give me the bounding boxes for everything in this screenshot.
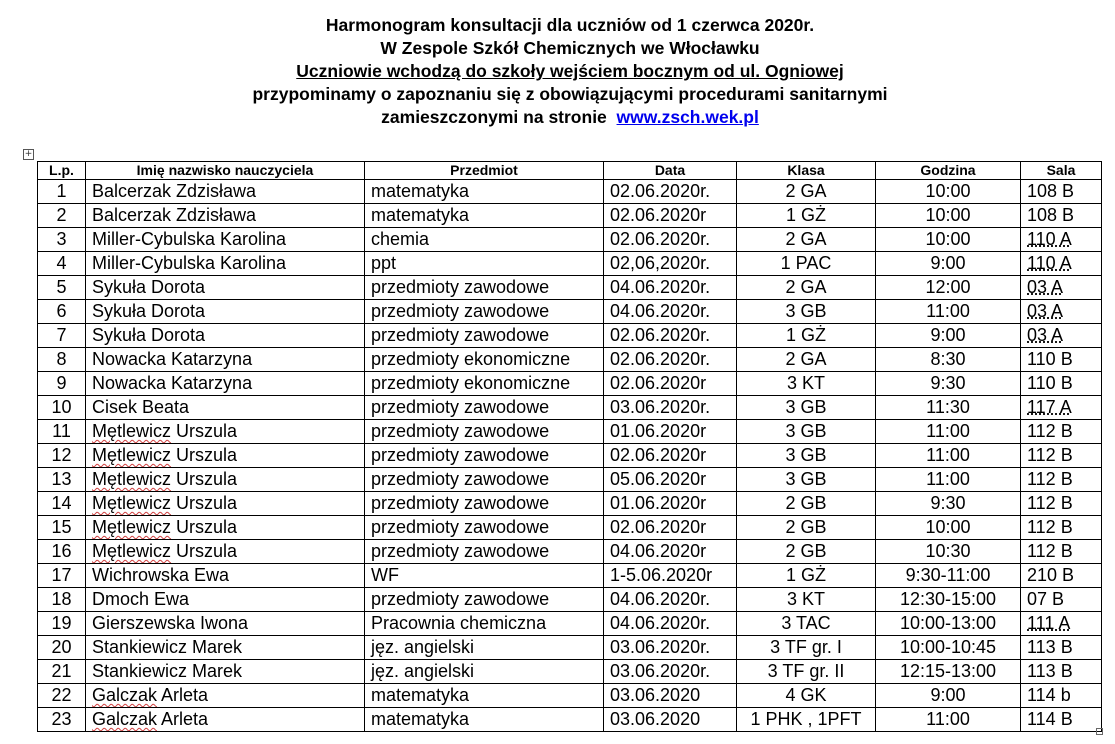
cell-date: 03.06.2020r. <box>604 396 737 420</box>
table-row <box>38 204 1102 228</box>
table-row <box>38 516 1102 540</box>
cell-date: 1-5.06.2020r <box>604 564 737 588</box>
cell-room: 113 B <box>1021 636 1102 660</box>
cell-subject: ppt <box>365 252 604 276</box>
table-row <box>38 348 1102 372</box>
table-row <box>38 300 1102 324</box>
cell-teacher: Stankiewicz Marek <box>86 636 365 660</box>
cell-time: 9:30 <box>876 372 1021 396</box>
cell-lp: 11 <box>38 420 86 444</box>
cell-time: 10:00 <box>876 228 1021 252</box>
table-row <box>38 540 1102 564</box>
cell-date: 02.06.2020r <box>604 204 737 228</box>
cell-date: 03.06.2020r. <box>604 636 737 660</box>
cell-teacher: Stankiewicz Marek <box>86 660 365 684</box>
cell-time: 12:30-15:00 <box>876 588 1021 612</box>
cell-time: 11:00 <box>876 300 1021 324</box>
cell-lp: 6 <box>38 300 86 324</box>
table-header-row <box>38 162 1102 180</box>
cell-subject: przedmioty zawodowe <box>365 420 604 444</box>
cell-subject: przedmioty zawodowe <box>365 276 604 300</box>
cell-date: 01.06.2020r <box>604 492 737 516</box>
cell-room: 112 B <box>1021 492 1102 516</box>
table-row <box>38 588 1102 612</box>
cell-lp: 4 <box>38 252 86 276</box>
cell-class: 3 KT <box>737 372 876 396</box>
table-row <box>38 612 1102 636</box>
cell-time: 9:00 <box>876 324 1021 348</box>
cell-lp: 18 <box>38 588 86 612</box>
cell-class: 3 GB <box>737 300 876 324</box>
cell-lp: 9 <box>38 372 86 396</box>
cell-lp: 23 <box>38 708 86 732</box>
cell-teacher: Mętlewicz Urszula <box>86 540 365 564</box>
cell-time: 11:00 <box>876 444 1021 468</box>
cell-time: 9:30-11:00 <box>876 564 1021 588</box>
cell-teacher: Balcerzak Zdzisława <box>86 180 365 204</box>
cell-teacher: Cisek Beata <box>86 396 365 420</box>
cell-teacher: Nowacka Katarzyna <box>86 348 365 372</box>
cell-lp: 19 <box>38 612 86 636</box>
cell-teacher: Balcerzak Zdzisława <box>86 204 365 228</box>
schedule-table <box>37 161 1102 732</box>
cell-time: 10:00-13:00 <box>876 612 1021 636</box>
cell-room: 114 B <box>1021 708 1102 732</box>
cell-room: 112 B <box>1021 444 1102 468</box>
cell-room: 112 B <box>1021 540 1102 564</box>
cell-lp: 10 <box>38 396 86 420</box>
cell-class: 3 TF gr. II <box>737 660 876 684</box>
cell-time: 9:00 <box>876 684 1021 708</box>
header-website-text: zamieszczonymi na stronie <box>381 107 607 127</box>
cell-room: 07 B <box>1021 588 1102 612</box>
cell-date: 04.06.2020r. <box>604 276 737 300</box>
cell-teacher: Galczak Arleta <box>86 708 365 732</box>
cell-subject: przedmioty zawodowe <box>365 444 604 468</box>
cell-subject: przedmioty zawodowe <box>365 540 604 564</box>
cell-room: 108 B <box>1021 204 1102 228</box>
cell-lp: 5 <box>38 276 86 300</box>
table-row <box>38 444 1102 468</box>
spellcheck-word: Mętlewicz <box>92 541 172 561</box>
cell-date: 02.06.2020r <box>604 516 737 540</box>
column-header-time: Godzina <box>876 162 1021 180</box>
cell-class: 1 GŻ <box>737 204 876 228</box>
cell-time: 11:00 <box>876 420 1021 444</box>
cell-room: 114 b <box>1021 684 1102 708</box>
cell-lp: 8 <box>38 348 86 372</box>
cell-teacher: Wichrowska Ewa <box>86 564 365 588</box>
cell-subject: przedmioty zawodowe <box>365 300 604 324</box>
cell-class: 2 GB <box>737 492 876 516</box>
cell-room: 110 A <box>1021 228 1102 252</box>
cell-subject: przedmioty ekonomiczne <box>365 348 604 372</box>
cell-class: 3 GB <box>737 468 876 492</box>
cell-time: 10:00 <box>876 204 1021 228</box>
table-row <box>38 564 1102 588</box>
spellcheck-word: Mętlewicz <box>92 445 172 465</box>
header-title: Harmonogram konsultacji dla uczniów od 1 czerwca 2020r. <box>325 15 815 35</box>
cell-class: 1 PAC <box>737 252 876 276</box>
table-row <box>38 396 1102 420</box>
cell-date: 02.06.2020r <box>604 444 737 468</box>
cell-lp: 22 <box>38 684 86 708</box>
table-row <box>38 660 1102 684</box>
cell-date: 04.06.2020r. <box>604 588 737 612</box>
table-row <box>38 372 1102 396</box>
cell-lp: 12 <box>38 444 86 468</box>
cell-lp: 15 <box>38 516 86 540</box>
cell-teacher: Galczak Arleta <box>86 684 365 708</box>
cell-room: 112 B <box>1021 468 1102 492</box>
cell-time: 10:00 <box>876 516 1021 540</box>
header-website-line <box>0 106 1115 129</box>
column-header-class: Klasa <box>737 162 876 180</box>
cell-date: 01.06.2020r <box>604 420 737 444</box>
cell-time: 11:00 <box>876 468 1021 492</box>
cell-date: 02.06.2020r. <box>604 324 737 348</box>
column-header-room: Sala <box>1021 162 1102 180</box>
table-row <box>38 324 1102 348</box>
cell-time: 10:00 <box>876 180 1021 204</box>
cell-class: 3 TF gr. I <box>737 636 876 660</box>
cell-subject: przedmioty zawodowe <box>365 492 604 516</box>
cell-lp: 3 <box>38 228 86 252</box>
document-header <box>0 14 1115 129</box>
cell-class: 2 GA <box>737 348 876 372</box>
cell-time: 11:30 <box>876 396 1021 420</box>
cell-subject: matematyka <box>365 204 604 228</box>
table-row <box>38 180 1102 204</box>
cell-teacher: Mętlewicz Urszula <box>86 492 365 516</box>
spellcheck-word: Mętlewicz <box>92 469 172 489</box>
cell-class: 3 GB <box>737 420 876 444</box>
cell-teacher: Mętlewicz Urszula <box>86 420 365 444</box>
cell-lp: 13 <box>38 468 86 492</box>
header-school: W Zespole Szkół Chemicznych we Włocławku <box>380 38 760 58</box>
cell-room: 112 B <box>1021 516 1102 540</box>
cell-teacher: Dmoch Ewa <box>86 588 365 612</box>
cell-time: 12:15-13:00 <box>876 660 1021 684</box>
cell-subject: przedmioty zawodowe <box>365 588 604 612</box>
table-row <box>38 684 1102 708</box>
cell-teacher: Nowacka Katarzyna <box>86 372 365 396</box>
cell-subject: matematyka <box>365 180 604 204</box>
cell-class: 2 GA <box>737 180 876 204</box>
cell-room: 111 A <box>1021 612 1102 636</box>
cell-subject: przedmioty zawodowe <box>365 324 604 348</box>
cell-class: 2 GA <box>737 276 876 300</box>
cell-room: 210 B <box>1021 564 1102 588</box>
cell-date: 05.06.2020r <box>604 468 737 492</box>
cell-subject: przedmioty zawodowe <box>365 516 604 540</box>
cell-room: 112 B <box>1021 420 1102 444</box>
cell-date: 03.06.2020r. <box>604 660 737 684</box>
cell-room: 03 A <box>1021 300 1102 324</box>
column-header-subject: Przedmiot <box>365 162 604 180</box>
cell-date: 03.06.2020 <box>604 684 737 708</box>
cell-lp: 7 <box>38 324 86 348</box>
cell-class: 2 GA <box>737 228 876 252</box>
header-entrance-note: Uczniowie wchodzą do szkoły wejściem bocznym od ul. Ogniowej <box>296 61 844 81</box>
paragraph-end-mark <box>1096 728 1103 735</box>
cell-room: 117 A <box>1021 396 1102 420</box>
spellcheck-word: Mętlewicz <box>92 421 172 441</box>
cell-time: 11:00 <box>876 708 1021 732</box>
cell-room: 110 A <box>1021 252 1102 276</box>
cell-lp: 17 <box>38 564 86 588</box>
cell-class: 3 GB <box>737 396 876 420</box>
cell-room: 110 B <box>1021 372 1102 396</box>
cell-teacher: Miller-Cybulska Karolina <box>86 228 365 252</box>
cell-class: 1 PHK , 1PFT <box>737 708 876 732</box>
cell-teacher: Sykuła Dorota <box>86 324 365 348</box>
cell-subject: przedmioty zawodowe <box>365 396 604 420</box>
cell-teacher: Sykuła Dorota <box>86 300 365 324</box>
cell-lp: 2 <box>38 204 86 228</box>
cell-lp: 14 <box>38 492 86 516</box>
cell-subject: jęz. angielski <box>365 636 604 660</box>
table-row <box>38 252 1102 276</box>
cell-teacher: Mętlewicz Urszula <box>86 516 365 540</box>
cell-date: 04.06.2020r. <box>604 612 737 636</box>
column-header-teacher: Imię nazwisko nauczyciela <box>86 162 365 180</box>
cell-time: 9:30 <box>876 492 1021 516</box>
cell-subject: jęz. angielski <box>365 660 604 684</box>
header-reminder: przypominamy o zapoznaniu się z obowiązującymi procedurami sanitarnymi <box>252 84 888 104</box>
cell-teacher: Miller-Cybulska Karolina <box>86 252 365 276</box>
table-row <box>38 420 1102 444</box>
spellcheck-word: Galczak <box>92 709 158 729</box>
cell-class: 3 GB <box>737 444 876 468</box>
cell-lp: 16 <box>38 540 86 564</box>
cell-time: 10:30 <box>876 540 1021 564</box>
cell-class: 1 GŻ <box>737 564 876 588</box>
cell-class: 3 TAC <box>737 612 876 636</box>
cell-room: 113 B <box>1021 660 1102 684</box>
cell-time: 10:00-10:45 <box>876 636 1021 660</box>
cell-class: 3 KT <box>737 588 876 612</box>
cell-class: 2 GB <box>737 540 876 564</box>
cell-date: 02.06.2020r. <box>604 180 737 204</box>
cell-subject: matematyka <box>365 708 604 732</box>
table-move-handle-icon[interactable]: + <box>24 149 33 159</box>
cell-date: 02.06.2020r. <box>604 228 737 252</box>
table-row <box>38 636 1102 660</box>
cell-teacher: Mętlewicz Urszula <box>86 444 365 468</box>
cell-subject: Pracownia chemiczna <box>365 612 604 636</box>
table-row <box>38 492 1102 516</box>
cell-time: 8:30 <box>876 348 1021 372</box>
cell-subject: chemia <box>365 228 604 252</box>
cell-class: 1 GŻ <box>737 324 876 348</box>
table-row <box>38 468 1102 492</box>
cell-room: 108 B <box>1021 180 1102 204</box>
table-row <box>38 708 1102 732</box>
cell-date: 04.06.2020r. <box>604 300 737 324</box>
cell-date: 02.06.2020r <box>604 372 737 396</box>
cell-date: 04.06.2020r <box>604 540 737 564</box>
cell-subject: przedmioty zawodowe <box>365 468 604 492</box>
cell-date: 03.06.2020 <box>604 708 737 732</box>
cell-lp: 20 <box>38 636 86 660</box>
schedule-rows <box>38 180 1102 732</box>
cell-subject: matematyka <box>365 684 604 708</box>
cell-time: 9:00 <box>876 252 1021 276</box>
cell-teacher: Sykuła Dorota <box>86 276 365 300</box>
cell-class: 2 GB <box>737 516 876 540</box>
cell-date: 02.06.2020r. <box>604 348 737 372</box>
column-header-date: Data <box>604 162 737 180</box>
spellcheck-word: Galczak <box>92 685 158 705</box>
cell-teacher: Gierszewska Iwona <box>86 612 365 636</box>
cell-lp: 1 <box>38 180 86 204</box>
cell-time: 12:00 <box>876 276 1021 300</box>
column-header-lp: L.p. <box>38 162 86 180</box>
table-row <box>38 228 1102 252</box>
cell-teacher: Mętlewicz Urszula <box>86 468 365 492</box>
cell-room: 03 A <box>1021 324 1102 348</box>
spellcheck-word: Mętlewicz <box>92 517 172 537</box>
cell-subject: przedmioty ekonomiczne <box>365 372 604 396</box>
table-row <box>38 276 1102 300</box>
website-link[interactable]: www.zsch.wek.pl <box>616 107 759 127</box>
cell-class: 4 GK <box>737 684 876 708</box>
cell-date: 02,06,2020r. <box>604 252 737 276</box>
cell-lp: 21 <box>38 660 86 684</box>
spellcheck-word: Mętlewicz <box>92 493 172 513</box>
cell-subject: WF <box>365 564 604 588</box>
cell-room: 110 B <box>1021 348 1102 372</box>
cell-room: 03 A <box>1021 276 1102 300</box>
